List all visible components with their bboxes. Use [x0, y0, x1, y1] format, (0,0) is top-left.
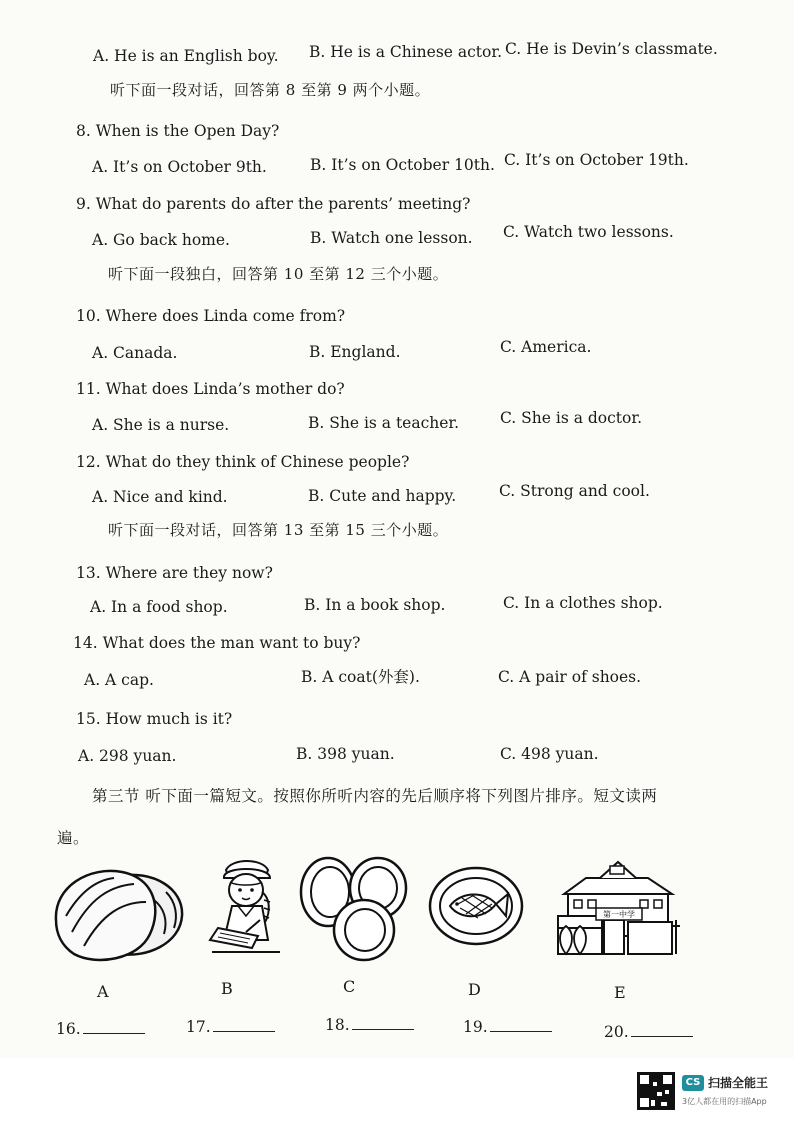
- girl-writing-picture: [206, 856, 286, 968]
- q8-option-a: A. It’s on October 9th.: [92, 158, 267, 176]
- q11-option-c: C. She is a doctor.: [500, 409, 642, 427]
- q13-option-c: C. In a clothes shop.: [503, 594, 663, 612]
- q8-option-b: B. It’s on October 10th.: [310, 156, 495, 174]
- q14-option-a: A. A cap.: [84, 671, 154, 689]
- q15-option-c: C. 498 yuan.: [500, 745, 599, 763]
- picture-label-a: A: [97, 982, 109, 1001]
- q10-option-a: A. Canada.: [92, 344, 178, 362]
- q13-question: 13. Where are they now?: [76, 564, 273, 582]
- instruction-13-15: 听下面一段对话，回答第 13 至第 15 三个小题。: [108, 521, 449, 539]
- q11-option-a: A. She is a nurse.: [92, 416, 230, 434]
- bread-picture: [50, 858, 188, 968]
- section3-heading-cont: 遍。: [57, 829, 90, 847]
- plates-picture: [298, 852, 416, 964]
- answer-blank-16[interactable]: 16.: [56, 1019, 145, 1039]
- q10-option-c: C. America.: [500, 338, 592, 356]
- q7-option-c: C. He is Devin’s classmate.: [505, 40, 718, 58]
- q15-option-a: A. 298 yuan.: [78, 747, 177, 765]
- school-sign-text: 第一中学: [603, 910, 635, 919]
- q13-option-b: B. In a book shop.: [304, 596, 446, 614]
- instruction-10-12: 听下面一段独白，回答第 10 至第 12 三个小题。: [108, 265, 449, 283]
- qr-code-icon: [637, 1072, 675, 1110]
- q12-option-c: C. Strong and cool.: [499, 482, 650, 500]
- q11-option-b: B. She is a teacher.: [308, 414, 460, 432]
- q15-option-b: B. 398 yuan.: [296, 745, 395, 763]
- answer-blank-20[interactable]: 20.: [604, 1022, 693, 1042]
- q9-option-b: B. Watch one lesson.: [310, 229, 473, 247]
- fish-plate-picture: [426, 858, 526, 958]
- q14-question: 14. What does the man want to buy?: [73, 634, 361, 652]
- picture-label-b: B: [221, 979, 233, 998]
- footer-brand: 扫描全能王: [708, 1076, 769, 1090]
- q7-option-b: B. He is a Chinese actor.: [309, 43, 502, 61]
- instruction-8-9: 听下面一段对话，回答第 8 至第 9 两个小题。: [110, 81, 431, 99]
- answer-blank-19[interactable]: 19.: [463, 1017, 552, 1037]
- picture-label-c: C: [343, 977, 356, 996]
- q14-option-c: C. A pair of shoes.: [498, 668, 642, 686]
- q14-option-b: B. A coat(外套).: [301, 668, 420, 686]
- q8-question: 8. When is the Open Day?: [76, 122, 280, 140]
- answer-blank-17[interactable]: 17.: [186, 1017, 275, 1037]
- camscanner-logo-icon: CS: [682, 1075, 704, 1091]
- q12-option-b: B. Cute and happy.: [308, 487, 457, 505]
- picture-label-e: E: [614, 983, 626, 1002]
- q11-question: 11. What does Linda’s mother do?: [76, 380, 345, 398]
- q13-option-a: A. In a food shop.: [90, 598, 228, 616]
- picture-label-d: D: [468, 980, 481, 999]
- q9-question: 9. What do parents do after the parents’ meeting?: [76, 195, 471, 213]
- section3-heading: 第三节 听下面一篇短文。按照你所听内容的先后顺序将下列图片排序。短文读两: [92, 787, 658, 805]
- q8-option-c: C. It’s on October 19th.: [504, 151, 689, 169]
- footer-slogan: 3亿人都在用的扫描App: [682, 1097, 767, 1106]
- q9-option-a: A. Go back home.: [92, 231, 230, 249]
- q12-option-a: A. Nice and kind.: [92, 488, 228, 506]
- q15-question: 15. How much is it?: [76, 710, 233, 728]
- q10-option-b: B. England.: [309, 343, 401, 361]
- q12-question: 12. What do they think of Chinese people?: [76, 453, 410, 471]
- school-building-picture: [556, 860, 688, 960]
- q10-question: 10. Where does Linda come from?: [76, 307, 346, 325]
- q9-option-c: C. Watch two lessons.: [503, 223, 674, 241]
- answer-blank-18[interactable]: 18.: [325, 1015, 414, 1035]
- q7-option-a: A. He is an English boy.: [93, 47, 279, 65]
